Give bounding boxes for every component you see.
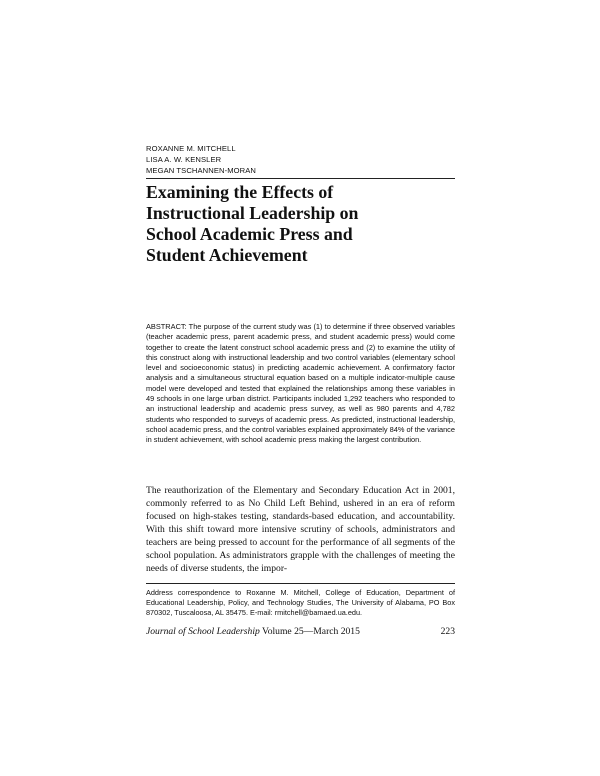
page-number: 223 — [440, 626, 455, 637]
author-name: ROXANNE M. MITCHELL — [146, 144, 236, 153]
abstract — [146, 322, 455, 446]
journal-issue: Volume 25—March 2015 — [259, 626, 360, 637]
header-rule — [146, 178, 455, 179]
title-line: Student Achievement — [146, 245, 308, 265]
correspondence-footnote: Address correspondence to Roxanne M. Mitchell, College of Education, Department of Educational Leadership, Policy, and Technology Studies, The University of Alabama, PO Box 870302, Tuscaloosa, AL 35475. E-mail: rmitchell@bamaed.ua.edu. — [146, 588, 455, 617]
author-name: LISA A. W. KENSLER — [146, 155, 222, 164]
journal-citation — [146, 626, 406, 638]
author-list — [146, 143, 466, 176]
article-title — [146, 182, 456, 266]
author-name: MEGAN TSCHANNEN-MORAN — [146, 166, 256, 175]
title-line: Examining the Effects of — [146, 182, 334, 202]
title-line: School Academic Press and — [146, 224, 353, 244]
body-paragraph: The reauthorization of the Elementary and Secondary Education Act in 2001, commonly referred to as No Child Left Behind, ushered in an era of reform focused on high-stakes testing, standards-based education, and accountability. With this shift toward more intensive scrutiny of schools, administrators and teachers are being pressed to account for the performance of all segments of the school population. As administrators grapple with the challenges of meeting the needs of diverse students, the impor- — [146, 485, 455, 574]
abstract-text: The purpose of the current study was (1) to determine if three observed variables (teacher academic press, parent academic press, and student academic press) would come together to create the latent construct school academic press and (2) to examine the utility of this construct along with instructional leadership and two control variables (elementary school level and socioeconomic status) in predicting academic achievement. A confirmatory factor analysis and a simultaneous structural equation based on a multiple indicator-multiple cause model were developed and tested that explained the relationships among these variables in 49 schools in one large urban district. Participants included 1,292 teachers who responded to an instructional leadership and academic press survey, as well as 980 parents and 4,782 students who responded to surveys of academic press. As predicted, instructional leadership, school academic press, and the control variables explained approximately 84% of the variance in student achievement, with school academic press making the largest contribution. — [146, 322, 455, 445]
abstract-label: ABSTRACT: — [146, 322, 187, 331]
journal-name: Journal of School Leadership — [146, 626, 260, 637]
footnote-rule — [146, 583, 455, 584]
title-line: Instructional Leadership on — [146, 203, 359, 223]
